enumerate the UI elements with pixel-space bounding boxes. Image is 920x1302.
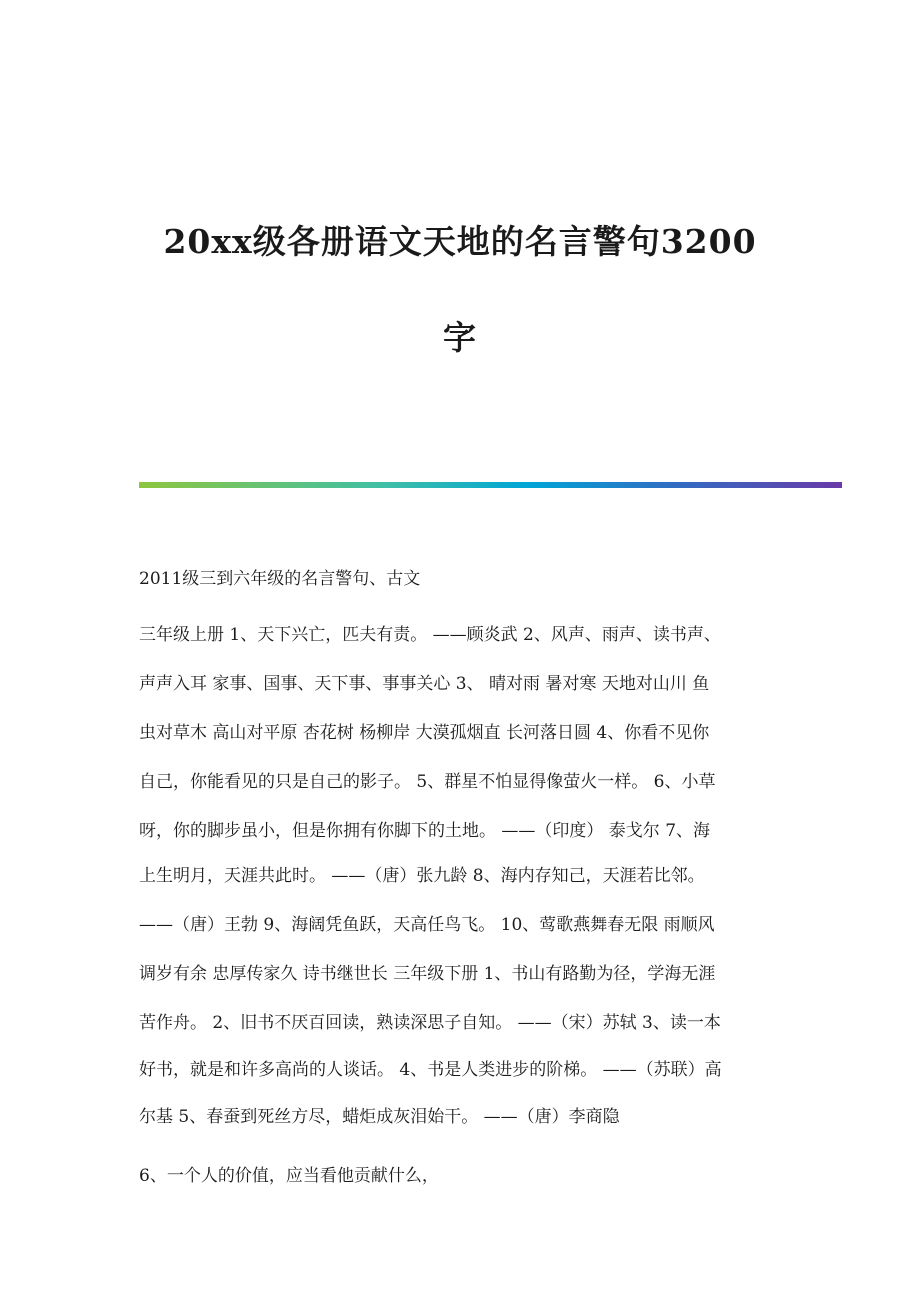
- body-line: 调岁有余 忠厚传家久 诗书继世长 三年级下册 1、书山有路勤为径，学海无涯: [139, 964, 716, 984]
- body-line: 尔基 5、春蚕到死丝方尽，蜡炬成灰泪始干。 ——（唐）李商隐: [139, 1107, 620, 1127]
- intro-paragraph: 2011级三到六年级的名言警句、古文: [139, 569, 421, 589]
- body-line: 苦作舟。 2、旧书不厌百回读，熟读深思子自知。 ——（宋）苏轼 3、读一本: [139, 1013, 721, 1033]
- body-line: 虫对草木 高山对平原 杏花树 杨柳岸 大漠孤烟直 长河落日圆 4、你看不见你: [139, 723, 710, 743]
- body-line: 自己，你能看见的只是自己的影子。 5、群星不怕显得像萤火一样。 6、小草: [139, 772, 716, 792]
- body-line: 上生明月，天涯共此时。 ——（唐）张九龄 8、海内存知己，天涯若比邻。: [139, 866, 705, 886]
- body-line: 好书，就是和许多高尚的人谈话。 4、书是人类进步的阶梯。 ——（苏联）高: [139, 1060, 722, 1080]
- document-title-line-1: 20xx级各册语文天地的名言警句3200: [163, 222, 757, 261]
- body-line: 呀，你的脚步虽小，但是你拥有你脚下的土地。 ——（印度） 泰戈尔 7、海: [139, 821, 711, 841]
- body-line: 声声入耳 家事、国事、天下事、事事关心 3、 晴对雨 暑对寒 天地对山川 鱼: [139, 674, 710, 694]
- body-line: 三年级上册 1、天下兴亡，匹夫有责。 ——顾炎武 2、风声、雨声、读书声、: [139, 625, 721, 645]
- tail-paragraph: 6、一个人的价值，应当看他贡献什么，: [139, 1166, 439, 1186]
- document-title-line-2: 字: [443, 318, 477, 357]
- gradient-divider: [139, 482, 842, 488]
- body-line: ——（唐）王勃 9、海阔凭鱼跃，天高任鸟飞。 10、莺歌燕舞春无限 雨顺风: [139, 915, 715, 935]
